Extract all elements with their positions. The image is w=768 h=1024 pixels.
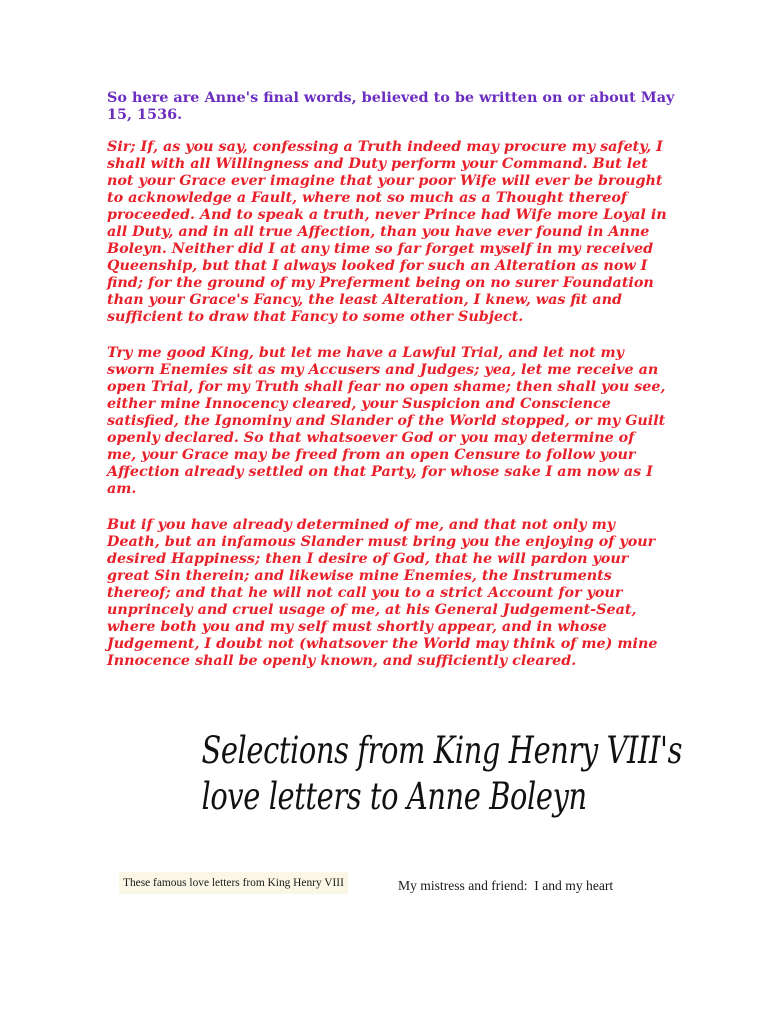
caption-left: These famous love letters from King Henry VIII bbox=[119, 872, 348, 894]
letter-paragraph: Try me good King, but let me have a Lawful Trial, and let not my sworn Enemies sit as my Accusers and Judges; yea, let me receive an open Trial, for my Truth shall fear no open shame; then shall you see, either mine Innocency cleared, your Suspicion and Conscience satisfied, the Ignominy and Slander of the World stopped, or my Guilt openly declared. So that whatsoever God or you may determine of me, your Grace may be freed from an open Censure to follow your Affection already settled on that Party, for whose sake I am now as I am. bbox=[107, 345, 666, 497]
caption-right: My mistress and friend: I and my heart bbox=[398, 878, 614, 893]
banner-line: Selections from King Henry VIII's bbox=[201, 729, 683, 772]
intro-text: So here are Anne's final words, believed to be written on or about May 15, 1536. bbox=[107, 89, 675, 123]
letter-paragraph: But if you have already determined of me, and that not only my Death, but an infamous Slander must bring you the enjoying of your desired Happiness; then I desire of God, that he will pardon your great Sin therein; and likewise mine Enemies, the Instruments thereof; and that he will not call you to a strict Account for your unprincely and cruel usage of me, at his General Judgement-Seat, where both you and my self must shortly appear, and in whose Judgement, I doubt not (whatsover the World may think of me) mine Innocence shall be openly known, and sufficiently cleared. bbox=[107, 517, 658, 669]
letter-paragraph: Sir; If, as you say, confessing a Truth indeed may procure my safety, I shall with all Willingness and Duty perform your Command. But let not your Grace ever imagine that your poor Wife will ever be brought to acknowledge a Fault, where not so much as a Thought thereof proceeded. And to speak a truth, never Prince had Wife more Loyal in all Duty, and in all true Affection, than you have ever found in Anne Boleyn. Neither did I at any time so far forget myself in my received Queenship, but that I always looked for such an Alteration as now I find; for the ground of my Preferment being on no surer Foundation than your Grace's Fancy, the least Alteration, I knew, was fit and sufficient to draw that Fancy to some other Subject. bbox=[107, 139, 667, 325]
banner-line: love letters to Anne Boleyn bbox=[201, 775, 587, 818]
love-letters-banner bbox=[201, 728, 683, 820]
